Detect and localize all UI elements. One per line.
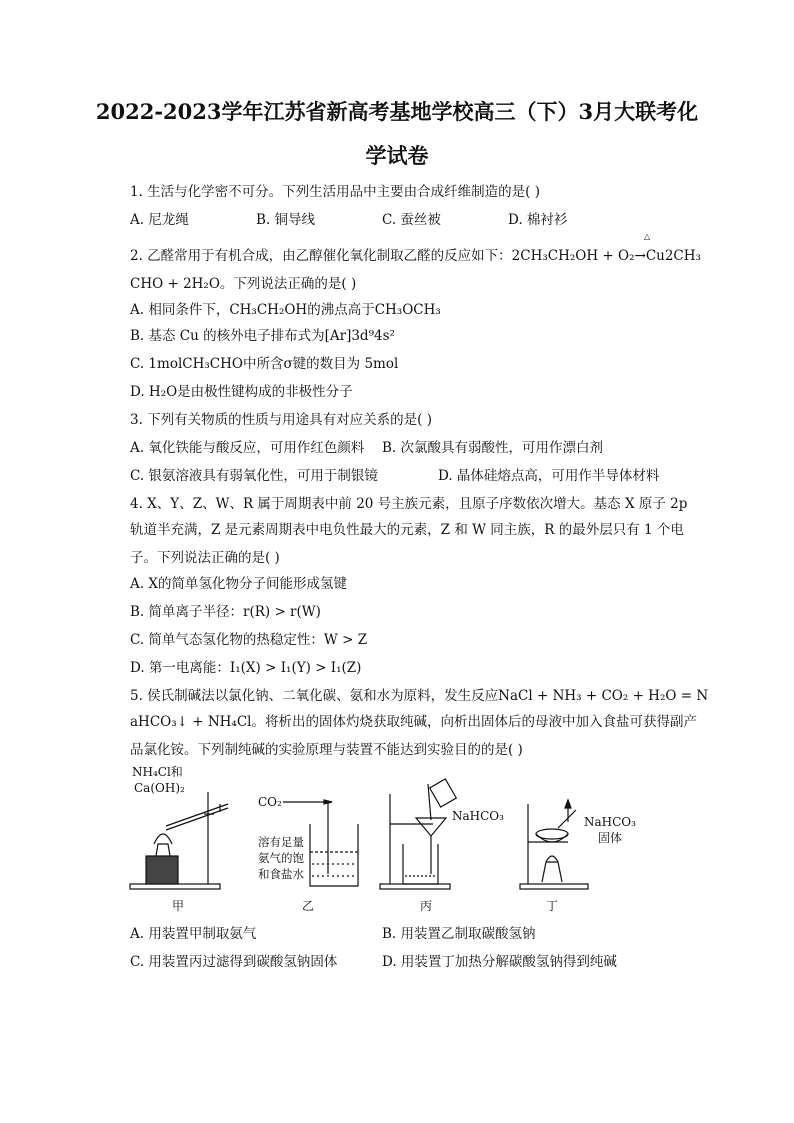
caption-jia: 甲 — [172, 899, 185, 913]
q1-option-c: C. 蚕丝被 — [382, 212, 441, 228]
exam-title-line1: 2022-2023学年江苏省新高考基地学校高三（下）3月大联考化 — [95, 99, 699, 124]
q5-option-b: B. 用装置乙制取碳酸氢钠 — [382, 926, 536, 942]
q2-option-d: D. H₂O是由极性键构成的非极性分子 — [130, 384, 353, 400]
q2-heat-marker: △ — [644, 232, 651, 241]
q3-option-d: D. 晶体硅熔点高，可用作半导体材料 — [438, 468, 660, 484]
apparatus-ding — [520, 800, 588, 889]
q5-option-c: C. 用装置丙过滤得到碳酸氢钠固体 — [130, 954, 338, 970]
jia-reagent-line2: Ca(OH)₂ — [134, 781, 185, 795]
q4-stem-line2: 轨道半充满，Z 是元素周期表中电负性最大的元素，Z 和 W 同主族，R 的最外层只有 1 个电 — [130, 522, 684, 538]
apparatus-bing — [380, 779, 456, 889]
q4-option-c: C. 简单气态氢化物的热稳定性：W > Z — [130, 632, 368, 648]
exam-title-line2: 学试卷 — [365, 143, 429, 168]
q4-option-b: B. 简单离子半径：r(R) > r(W) — [130, 604, 321, 620]
q2-option-a: A. 相同条件下，CH₃CH₂OH的沸点高于CH₃OCH₃ — [130, 302, 441, 318]
caption-yi: 乙 — [302, 899, 315, 913]
jia-reagent-line1: NH₄Cl和 — [132, 765, 183, 779]
q4-stem-line1: 4. X、Y、Z、W、R 属于周期表中前 20 号主族元素，且原子序数依次增大。基态 X 原子 2p — [130, 496, 688, 512]
q2-stem-line2: CHO + 2H₂O。下列说法正确的是( ) — [130, 276, 357, 292]
yi-solution-line2: 氨气的饱 — [258, 851, 304, 865]
q4-option-d: D. 第一电离能：I₁(X) > I₁(Y) > I₁(Z) — [130, 660, 362, 676]
ding-label-line2: 固体 — [598, 831, 623, 845]
apparatus-figure — [128, 764, 668, 914]
q3-stem: 3. 下列有关物质的性质与用途具有对应关系的是( ) — [130, 412, 432, 428]
yi-gas-label: CO₂ — [258, 795, 282, 809]
yi-solution-line3: 和食盐水 — [258, 867, 304, 881]
q2-stem-line1: 2. 乙醛常用于有机合成，由乙醇催化氧化制取乙醛的反应如下：2CH₃CH₂OH + O₂→Cu2CH₃ — [130, 248, 701, 264]
q2-option-c: C. 1molCH₃CHO中所含σ键的数目为 5mol — [130, 356, 399, 372]
q3-option-a: A. 氧化铁能与酸反应，可用作红色颜料 — [130, 440, 365, 456]
q5-stem-line1: 5. 侯氏制碱法以氯化钠、二氧化碳、氨和水为原料，发生反应NaCl + NH₃ + CO₂ + H₂O = N — [130, 688, 709, 704]
caption-ding: 丁 — [546, 899, 559, 913]
ding-label-line1: NaHCO₃ — [584, 815, 636, 829]
q5-option-d: D. 用装置丁加热分解碳酸氢钠得到纯碱 — [382, 954, 617, 970]
caption-bing: 丙 — [420, 899, 433, 913]
apparatus-jia — [130, 792, 228, 889]
q1-option-a: A. 尼龙绳 — [130, 212, 189, 228]
q5-stem-line2: aHCO₃↓ + NH₄Cl。将析出的固体灼烧获取纯碱，向析出固体后的母液中加入食盐可获得副产 — [130, 714, 697, 730]
q3-option-c: C. 银氨溶液具有弱氧化性，可用于制银镜 — [130, 468, 378, 484]
yi-solution-line1: 溶有足量 — [258, 835, 304, 849]
bing-nahco3-label: NaHCO₃ — [452, 809, 504, 823]
q4-option-a: A. X的简单氢化物分子间能形成氢键 — [130, 576, 347, 592]
q1-option-d: D. 棉衬衫 — [508, 212, 568, 228]
q1-stem: 1. 生活与化学密不可分。下列生活用品中主要由合成纤维制造的是( ) — [130, 184, 540, 200]
q1-option-b: B. 铜导线 — [256, 212, 316, 228]
q5-stem-line3: 品氯化铵。下列制纯碱的实验原理与装置不能达到实验目的的是( ) — [130, 742, 523, 758]
q3-option-b: B. 次氯酸具有弱酸性，可用作漂白剂 — [382, 440, 604, 456]
q2-option-b: B. 基态 Cu 的核外电子排布式为[Ar]3d⁹4s² — [130, 328, 395, 344]
q5-option-a: A. 用装置甲制取氨气 — [130, 926, 257, 942]
q4-stem-line3: 子。下列说法正确的是( ) — [130, 550, 280, 566]
